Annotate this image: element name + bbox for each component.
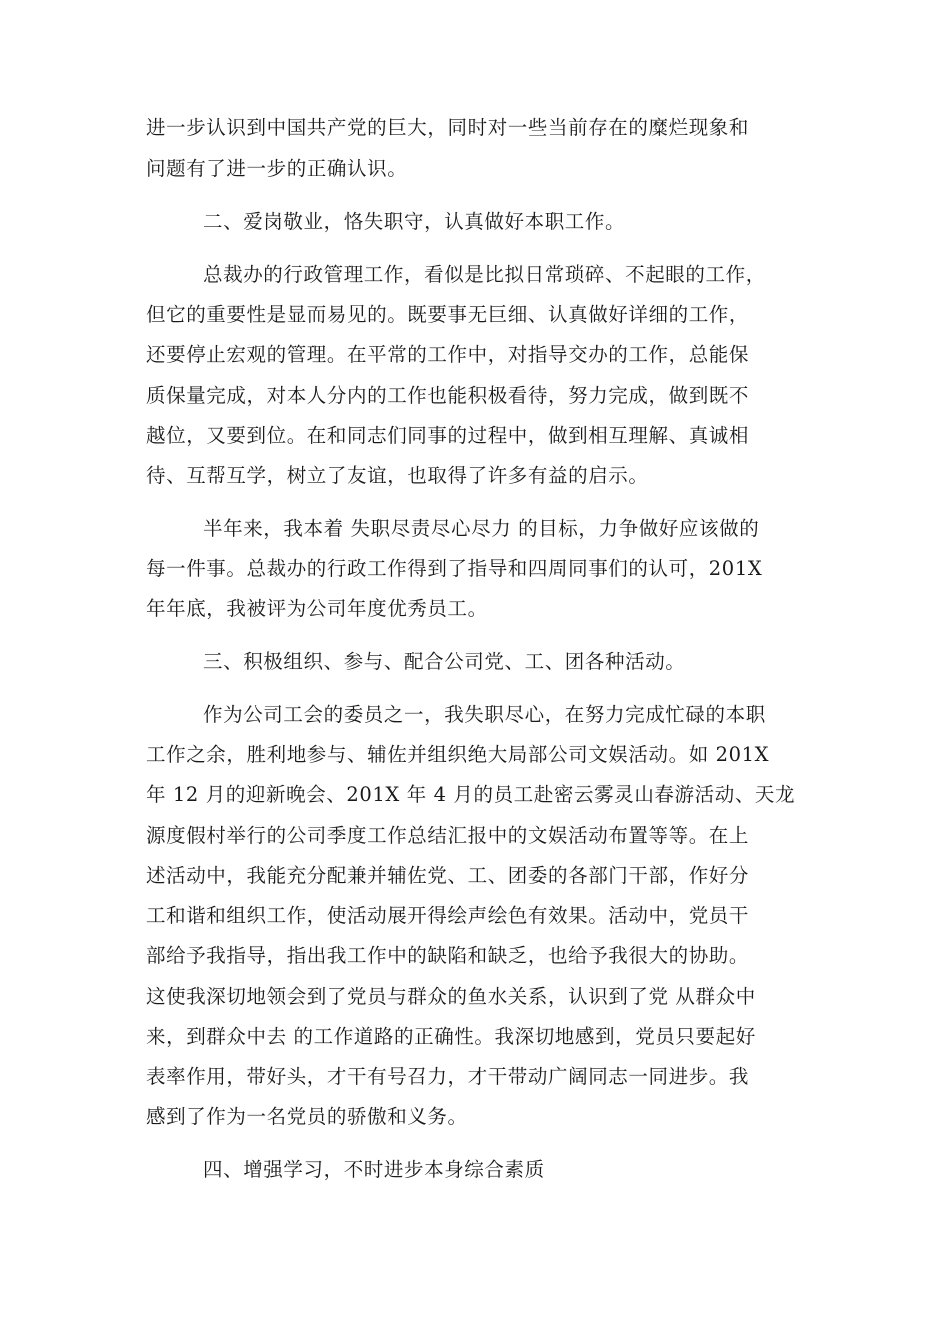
- text-line: 部给予我指导，指出我工作中的缺陷和缺乏，也给予我很大的协助。: [146, 944, 750, 967]
- text-line: 工和谐和组织工作，使活动展开得绘声绘色有效果。活动中，党员干: [146, 904, 750, 927]
- section-heading-2: 二、爱岗敬业，恪失职守，认真做好本职工作。: [203, 210, 626, 233]
- text-line: 工作之余，胜利地参与、辅佐并组织绝大局部公司文娱活动。如 201X: [146, 743, 770, 766]
- text-line: 述活动中，我能充分配兼并辅佐党、工、团委的各部门干部，作好分: [146, 864, 750, 887]
- text-line: 作为公司工会的委员之一，我失职尽心，在努力完成忙碌的本职: [203, 703, 766, 726]
- text-line: 年年底，我被评为公司年度优秀员工。: [146, 597, 488, 620]
- text-line: 半年来，我本着 失职尽责尽心尽力 的目标，力争做好应该做的: [203, 517, 760, 540]
- section-heading-4: 四、增强学习，不时进步本身综合素质: [203, 1158, 545, 1181]
- section-heading-3: 三、积极组织、参与、配合公司党、工、团各种活动。: [203, 650, 686, 673]
- text-line: 质保量完成，对本人分内的工作也能积极看待，努力完成，做到既不: [146, 384, 750, 407]
- text-line: 进一步认识到中国共产党的巨大，同时对一些当前存在的糜烂现象和: [146, 116, 750, 139]
- text-line: 问题有了进一步的正确认识。: [146, 157, 408, 180]
- text-line: 待、互帮互学，树立了友谊，也取得了许多有益的启示。: [146, 464, 649, 487]
- text-line: 年 12 月的迎新晚会、201X 年 4 月的员工赴密云雾灵山春游活动、天龙: [146, 783, 796, 806]
- text-line: 每一件事。总裁办的行政工作得到了指导和四周同事们的认可，201X: [146, 557, 763, 580]
- text-line: 源度假村举行的公司季度工作总结汇报中的文娱活动布置等等。在上: [146, 824, 750, 847]
- text-line: 总裁办的行政管理工作，看似是比拟日常琐碎、不起眼的工作，: [203, 263, 766, 286]
- text-line: 还要停止宏观的管理。在平常的工作中，对指导交办的工作，总能保: [146, 343, 750, 366]
- text-line: 感到了作为一名党员的骄傲和义务。: [146, 1105, 468, 1128]
- text-line: 越位，又要到位。在和同志们同事的过程中，做到相互理解、真诚相: [146, 424, 750, 447]
- text-line: 表率作用，带好头，才干有号召力，才干带动广阔同志一同进步。我: [146, 1065, 750, 1088]
- text-line: 这使我深切地领会到了党员与群众的鱼水关系，认识到了党 从群众中: [146, 985, 756, 1008]
- text-line: 来，到群众中去 的工作道路的正确性。我深切地感到，党员只要起好: [146, 1025, 756, 1048]
- text-line: 但它的重要性是显而易见的。既要事无巨细、认真做好详细的工作，: [146, 303, 750, 326]
